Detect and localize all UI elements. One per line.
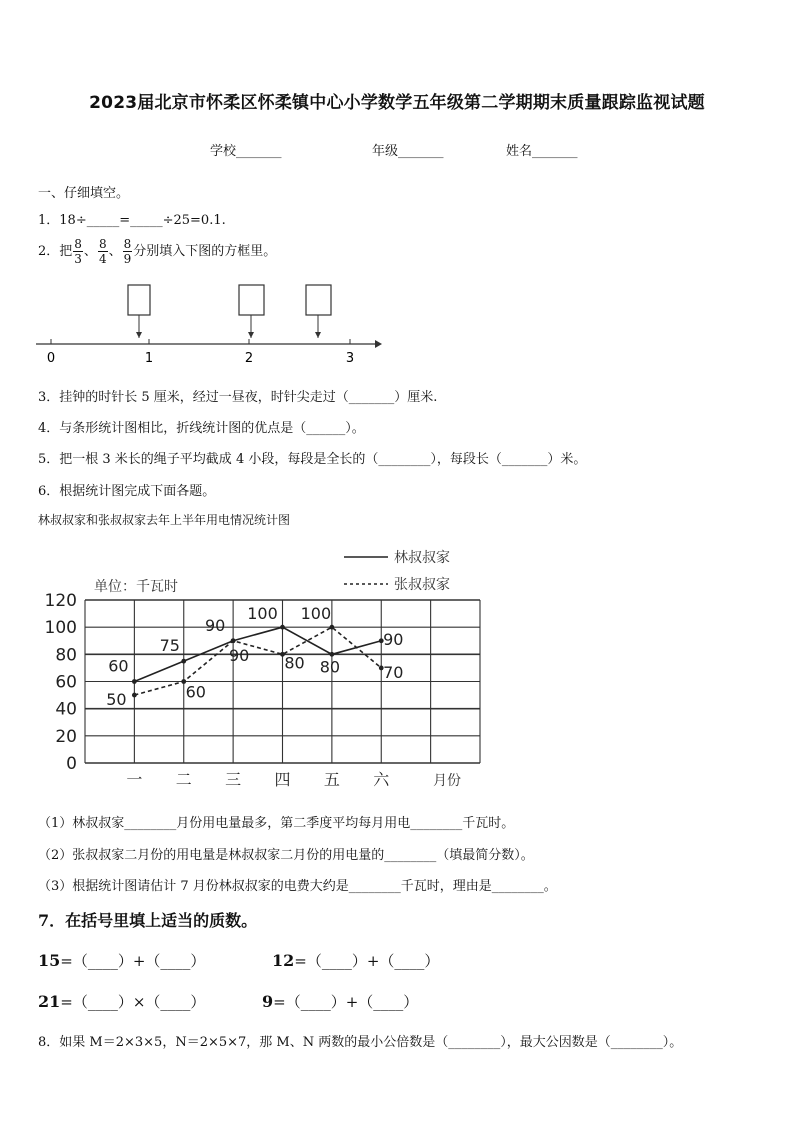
tick-label-0: 0 (46, 351, 56, 366)
tick-label-1: 1 (144, 351, 154, 366)
section-heading: 一、仔细填空。 (38, 186, 130, 201)
question-6: 6．根据统计图完成下面各题。 (38, 484, 216, 499)
question-1: 1．18÷_____=_____÷25=0.1. (38, 213, 226, 228)
data-label: 100 (247, 604, 278, 624)
legend-label-lin: 林叔叔家 (394, 550, 450, 566)
answer-box-1 (128, 285, 150, 315)
fraction-8-3: $\frac{8}{3}$ (74, 237, 82, 266)
data-point (132, 693, 137, 698)
unit-label: 单位：千瓦时 (94, 579, 178, 595)
answer-box-3 (306, 285, 331, 315)
fraction-8-9: $\frac{8}{9}$ (123, 237, 132, 266)
x-tick-label: 五 (323, 770, 340, 789)
fraction-8-4: $\frac{8}{4}$ (98, 237, 107, 266)
question-6-2: （2）张叔叔家二月份的用电量是林叔叔家二月份的用电量的________（填最简分数）。 (38, 848, 534, 863)
question-2-prefix: 2．把 (38, 244, 73, 259)
question-6-1: （1）林叔叔家________月份用电量最多，第二季度平均每月用电________千瓦时。 (38, 816, 515, 831)
data-point (329, 625, 334, 630)
number-line (30, 280, 390, 370)
data-point (181, 659, 186, 664)
question-2: 2．把 $\frac{8}{3}$ 、 $\frac{8}{4}$ 、 $\frac{8}{9}$ 分别填入下图的方框里。 (38, 237, 277, 266)
x-tick-label: 一 (126, 770, 143, 789)
question-3: 3．挂钟的时针长 5 厘米，经过一昼夜，时针尖走过（_______）厘米. (38, 390, 438, 405)
page-title: 2023届北京市怀柔区怀柔镇中心小学数学五年级第二学期期末质量跟踪监视试题 (89, 93, 705, 113)
question-2-suffix: 分别填入下图的方框里。 (133, 244, 277, 259)
data-point (280, 625, 285, 630)
y-tick-label: 60 (55, 672, 77, 693)
data-label: 50 (106, 690, 127, 710)
question-8: 8．如果 M＝2×3×5，N＝2×5×7，那 M、N 两数的最小公倍数是（________），最大公因数是（________）。 (38, 1035, 683, 1050)
prime-item-9: 9=（____）+（____） (262, 992, 419, 1011)
question-7: 7．在括号里填上适当的质数。 (38, 911, 258, 930)
y-tick-label: 100 (44, 618, 77, 639)
data-point (329, 652, 334, 657)
tick-label-3: 3 (345, 351, 355, 366)
y-tick-label: 120 (44, 591, 77, 611)
data-label: 60 (108, 656, 129, 676)
data-label: 100 (300, 604, 332, 624)
name-field: 姓名_______ (506, 144, 578, 159)
data-label: 60 (185, 682, 206, 702)
data-label: 90 (204, 615, 226, 635)
y-tick-label: 0 (66, 754, 77, 774)
question-5: 5．把一根 3 米长的绳子平均截成 4 小段，每段是全长的（________），每段长（_______）米。 (38, 452, 587, 467)
question-4: 4．与条形统计图相比，折线统计图的优点是（______）。 (38, 421, 365, 436)
legend-label-zhang: 张叔叔家 (394, 577, 450, 593)
line-chart (38, 545, 488, 795)
tick-label-2: 2 (244, 351, 254, 366)
x-axis-label: 月份 (433, 773, 461, 789)
prime-item-12: 12=（____）+（____） (272, 951, 440, 970)
prime-item-21: 21=（____）×（____） (38, 992, 206, 1011)
x-tick-label: 二 (175, 770, 192, 789)
data-label: 70 (383, 662, 404, 682)
x-tick-label: 三 (225, 770, 242, 789)
chart-caption: 林叔叔家和张叔叔家去年上半年用电情况统计图 (38, 513, 291, 527)
y-tick-label: 20 (55, 726, 77, 747)
question-6-3: （3）根据统计图请估计 7 月份林叔叔家的电费大约是________千瓦时，理由是________。 (38, 879, 557, 894)
prime-item-15: 15=（____）+（____） (38, 951, 206, 970)
y-tick-label: 40 (55, 699, 77, 720)
school-field: 学校_______ (210, 144, 282, 159)
data-label: 80 (284, 653, 305, 673)
x-tick-label: 六 (373, 770, 390, 789)
x-tick-label: 四 (274, 770, 291, 789)
data-label: 80 (319, 657, 341, 677)
y-tick-label: 80 (55, 645, 77, 666)
data-point (132, 679, 137, 684)
data-label: 90 (383, 629, 404, 649)
grade-field: 年级_______ (372, 144, 444, 159)
data-label: 90 (228, 645, 250, 665)
data-point (231, 638, 236, 643)
data-label: 75 (159, 636, 180, 656)
answer-box-2 (239, 285, 264, 315)
